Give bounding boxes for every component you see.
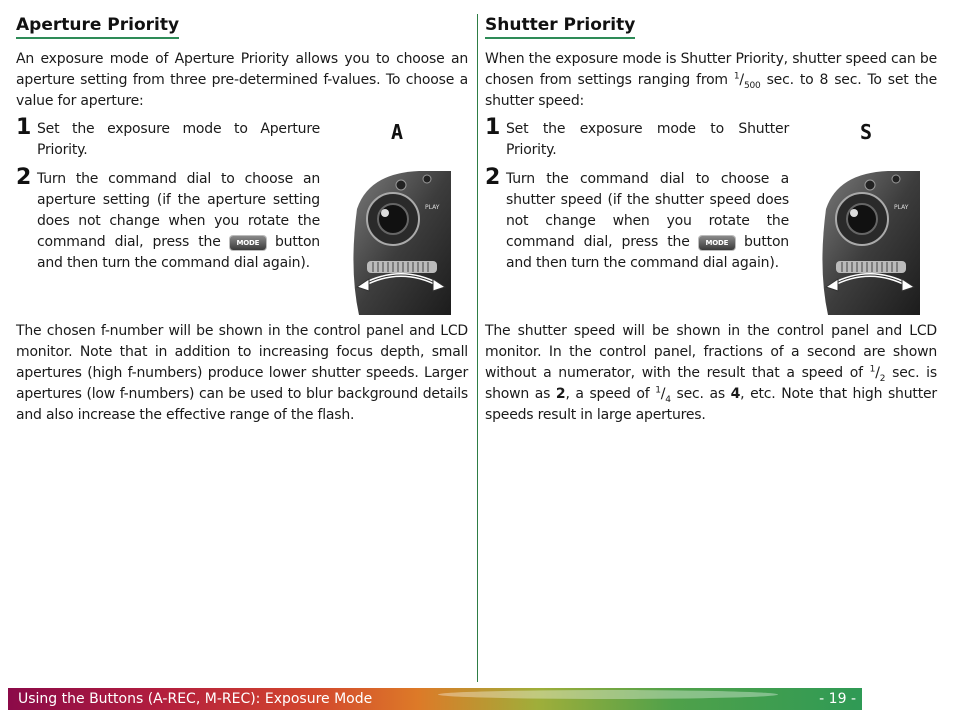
step-2 [16, 165, 320, 273]
section-heading-shutter: Shutter Priority [485, 14, 635, 39]
aperture-intro: An exposure mode of Aperture Priority allows you to choose an aperture setting from three pre-determined f-values. To choose a value for aperture: [16, 51, 468, 109]
aperture-priority-section [16, 14, 468, 425]
shutter-steps [485, 115, 937, 313]
step-text-part: button and then turn the command dial again). [506, 233, 789, 271]
bold-value: 4 [730, 385, 741, 402]
footer-swoosh [438, 690, 778, 699]
notes-text: , etc. Note that high shutter speeds result in large apertures. [485, 385, 937, 423]
step-text [37, 169, 320, 273]
step-text: Set the exposure mode to Shutter Priority. [506, 121, 789, 159]
step-1 [16, 115, 320, 161]
fraction-denominator: 500 [743, 80, 761, 91]
camera-dial-illustration [818, 169, 920, 315]
step-number: 2 [16, 165, 32, 191]
fraction-denominator: 2 [879, 373, 886, 384]
step-1 [485, 115, 789, 161]
step-text [506, 169, 789, 273]
page-footer [8, 688, 862, 710]
footer-title: Using the Buttons (A-REC, M-REC): Exposure Mode [18, 691, 373, 707]
step-text-part: Turn the command dial to choose a shutter speed (if the shutter speed does not change when you rotate the command dial, press the [506, 171, 789, 250]
mode-button-icon: MODE [699, 236, 735, 250]
notes-text: sec. is shown as [485, 364, 937, 402]
lcd-mode-symbol: A [391, 120, 404, 145]
mode-button-icon: MODE [230, 236, 266, 250]
step-number: 2 [485, 165, 501, 191]
aperture-notes: The chosen f-number will be shown in the control panel and LCD monitor. Note that in addition to increasing focus depth, small apertures (high f-numbers) produce lower shutter speeds. Larger apertures (low f-numbers) can be used to blur background details and also increase the effective range of the flash. [16, 323, 468, 423]
notes-text: The shutter speed will be shown in the control panel and LCD monitor. In the control panel, fractions of a second are shown without a numerator, with the result that a speed of [485, 323, 937, 381]
shutter-intro: When the exposure mode is Shutter Priority, shutter speed can be chosen from settings ranging from $^1/_{500}$ sec. to 8 sec. To set the shutter speed: [485, 51, 937, 109]
page-number: - 19 - [819, 691, 856, 707]
aperture-steps [16, 115, 468, 313]
play-label: PLAY [894, 204, 909, 212]
fraction-numerator: 1 [655, 385, 661, 396]
fraction-numerator: 1 [733, 71, 740, 82]
notes-text: , a speed of [565, 385, 650, 402]
step-text-part: button and then turn the command dial again). [37, 233, 320, 271]
step-2 [485, 165, 789, 273]
step-text-part: Turn the command dial to choose an aperture setting (if the aperture setting does not change when you rotate the command dial, press the [37, 171, 320, 250]
step-text: Set the exposure mode to Aperture Priority. [37, 121, 320, 159]
bold-value: 2 [555, 385, 566, 402]
intro-text: sec. to 8 sec. To set the shutter speed: [485, 71, 937, 109]
lcd-mode-symbol: S [860, 120, 873, 145]
step-number: 1 [16, 115, 32, 141]
play-label: PLAY [425, 204, 440, 212]
fraction-numerator: 1 [869, 364, 876, 375]
column-divider [477, 14, 478, 682]
fraction-denominator: 4 [665, 394, 671, 405]
shutter-priority-section [485, 14, 937, 425]
notes-text: sec. as [676, 385, 725, 402]
intro-text: When the exposure mode is Shutter Priority, shutter speed can be chosen from settings ranging from [485, 51, 937, 88]
shutter-notes: The shutter speed will be shown in the control panel and LCD monitor. In the control panel, fractions of a second are shown without a numerator, with the result that a speed of $^1/_2$ sec. is shown as 2, a speed of $^1/_4$ sec. as 4, etc. Note that high shutter speeds result in large apertures. [485, 323, 937, 423]
step-number: 1 [485, 115, 501, 141]
camera-dial-illustration [349, 169, 451, 315]
section-heading-aperture: Aperture Priority [16, 14, 179, 39]
